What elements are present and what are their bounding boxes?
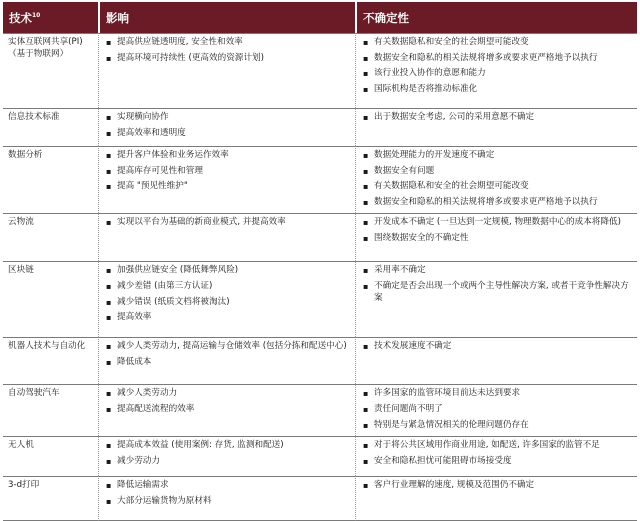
uncertainty-item: ▪ 数据处理能力的开发速度不确定 (361, 150, 632, 162)
uncertainty-cell (355, 261, 637, 337)
impact-item: ▪ 实现以平台为基础的新商业模式, 并提高效率 (104, 217, 350, 229)
footnote-marker: 10 (32, 11, 41, 19)
table-header-row (3, 2, 637, 33)
technology-name: 3-d打印 (3, 476, 98, 521)
impact-item: ▪ 提高供应链透明度, 安全性和效率 (104, 37, 350, 49)
impact-item: ▪ 提高效率 (104, 312, 350, 324)
uncertainty-item: ▪ 许多国家的监管环境目前达未达到要求 (361, 388, 632, 400)
uncertainty-cell (355, 384, 637, 436)
uncertainty-item: ▪ 数据安全和隐私的相关法规将增多或要求更严格地予以执行 (361, 197, 632, 209)
uncertainty-item: ▪ 有关数据隐私和安全的社会期望可能改变 (361, 181, 632, 193)
technology-name: 自动驾驶汽车 (3, 384, 98, 436)
uncertainty-list (361, 217, 632, 244)
technology-name: 实体互联网共享(PI)（基于物联网） (3, 33, 98, 108)
impact-item: ▪ 实现横向协作 (104, 112, 350, 124)
table-row (3, 384, 637, 436)
technology-name: 数据分析 (3, 146, 98, 213)
uncertainty-cell (355, 108, 637, 146)
impact-cell (98, 384, 355, 436)
impact-cell (98, 146, 355, 213)
uncertainty-item: ▪ 责任问题尚不明了 (361, 404, 632, 416)
impact-item: ▪ 提高库存可见性和管理 (104, 166, 350, 178)
technology-impact-table (3, 2, 637, 521)
impact-item: ▪ 减少差错 (由第三方认证) (104, 281, 350, 293)
header-impact: 影响 (98, 2, 355, 33)
table-row (3, 146, 637, 213)
table-row (3, 436, 637, 476)
table-row (3, 213, 637, 261)
impact-item: ▪ 提高配送流程的效率 (104, 404, 350, 416)
table-row (3, 108, 637, 146)
impact-item: ▪ 降低成本 (104, 357, 350, 369)
technology-name: 无人机 (3, 436, 98, 476)
impact-item: ▪ 提升客户体验和业务运作效率 (104, 150, 350, 162)
impact-list (104, 150, 350, 193)
technology-impact-table-container (3, 2, 637, 518)
impact-item: ▪ 提高环境可持续性 (更高效的资源计划) (104, 53, 350, 65)
impact-item: ▪ 减少人类劳动力, 提高运输与仓储效率 (包括分拣和配送中心) (104, 341, 350, 353)
impact-cell (98, 337, 355, 384)
impact-item: ▪ 提高 "预见性维护" (104, 181, 350, 193)
header-technology-label: 技术 (9, 10, 32, 25)
impact-cell (98, 436, 355, 476)
impact-list (104, 388, 350, 415)
technology-name: 区块链 (3, 261, 98, 337)
uncertainty-cell (355, 33, 637, 108)
impact-item: ▪ 大部分运输货物为原材料 (104, 496, 350, 508)
uncertainty-item: ▪ 开发成本不确定 (一旦达到一定规模, 物理数据中心的成本将降低) (361, 217, 632, 229)
impact-list (104, 112, 350, 139)
uncertainty-item: ▪ 客户行业理解的速度, 规模及范围仍不确定 (361, 480, 632, 492)
uncertainty-item: ▪ 数据安全和隐私的相关法规将增多或要求更严格地予以执行 (361, 53, 632, 65)
impact-cell (98, 261, 355, 337)
table-row (3, 337, 637, 384)
uncertainty-item: ▪ 安全和隐私担忧可能阻碍市场接受度 (361, 456, 632, 468)
uncertainty-item: ▪ 有关数据隐私和安全的社会期望可能改变 (361, 37, 632, 49)
table-body (3, 33, 637, 521)
uncertainty-list (361, 265, 632, 304)
table-row (3, 261, 637, 337)
impact-item: ▪ 加强供应链安全 (降低舞弊风险) (104, 265, 350, 277)
header-uncertainty: 不确定性 (355, 2, 637, 33)
header-technology (3, 2, 98, 33)
impact-list (104, 440, 350, 467)
uncertainty-cell (355, 476, 637, 521)
uncertainty-cell (355, 337, 637, 384)
uncertainty-item: ▪ 数据安全有问题 (361, 166, 632, 178)
impact-cell (98, 213, 355, 261)
uncertainty-list (361, 112, 632, 124)
impact-item: ▪ 减少劳动力 (104, 456, 350, 468)
uncertainty-cell (355, 146, 637, 213)
technology-name: 云物流 (3, 213, 98, 261)
table-row (3, 33, 637, 108)
uncertainty-cell (355, 213, 637, 261)
impact-list (104, 480, 350, 507)
uncertainty-item: ▪ 对于将公共区域用作商业用途, 如配送, 许多国家的监管不足 (361, 440, 632, 452)
uncertainty-list (361, 150, 632, 208)
uncertainty-list (361, 480, 632, 492)
uncertainty-list (361, 341, 632, 353)
uncertainty-list (361, 388, 632, 431)
uncertainty-item: ▪ 围绕数据安全的不确定性 (361, 233, 632, 245)
technology-name: 信息技术标准 (3, 108, 98, 146)
impact-item: ▪ 降低运输需求 (104, 480, 350, 492)
uncertainty-cell (355, 436, 637, 476)
impact-cell (98, 33, 355, 108)
table-row (3, 476, 637, 521)
technology-name: 机器人技术与自动化 (3, 337, 98, 384)
impact-list (104, 265, 350, 323)
impact-list (104, 217, 350, 229)
impact-item: ▪ 减少错误 (纸质文档将被淘汰) (104, 297, 350, 309)
impact-item: ▪ 提高成本效益 (使用案例: 存货, 监测和配送) (104, 440, 350, 452)
uncertainty-item: ▪ 采用率不确定 (361, 265, 632, 277)
impact-item: ▪ 提高效率和透明度 (104, 128, 350, 140)
uncertainty-item: ▪ 不确定是否会出现一个或两个主导性解决方案, 或者干竞争性解决方案 (361, 281, 632, 304)
impact-item: ▪ 减少人类劳动力 (104, 388, 350, 400)
uncertainty-item: ▪ 特别是与紧急情况相关的伦理问题仍存在 (361, 420, 632, 432)
impact-cell (98, 476, 355, 521)
uncertainty-item: ▪ 技术发展速度不确定 (361, 341, 632, 353)
impact-list (104, 341, 350, 368)
impact-list (104, 37, 350, 64)
uncertainty-item: ▪ 该行业投入协作的意愿和能力 (361, 68, 632, 80)
impact-cell (98, 108, 355, 146)
uncertainty-list (361, 440, 632, 467)
uncertainty-item: ▪ 国际机构是否将推动标准化 (361, 84, 632, 96)
uncertainty-list (361, 37, 632, 95)
uncertainty-item: ▪ 出于数据安全考虑, 公司的采用意愿不确定 (361, 112, 632, 124)
